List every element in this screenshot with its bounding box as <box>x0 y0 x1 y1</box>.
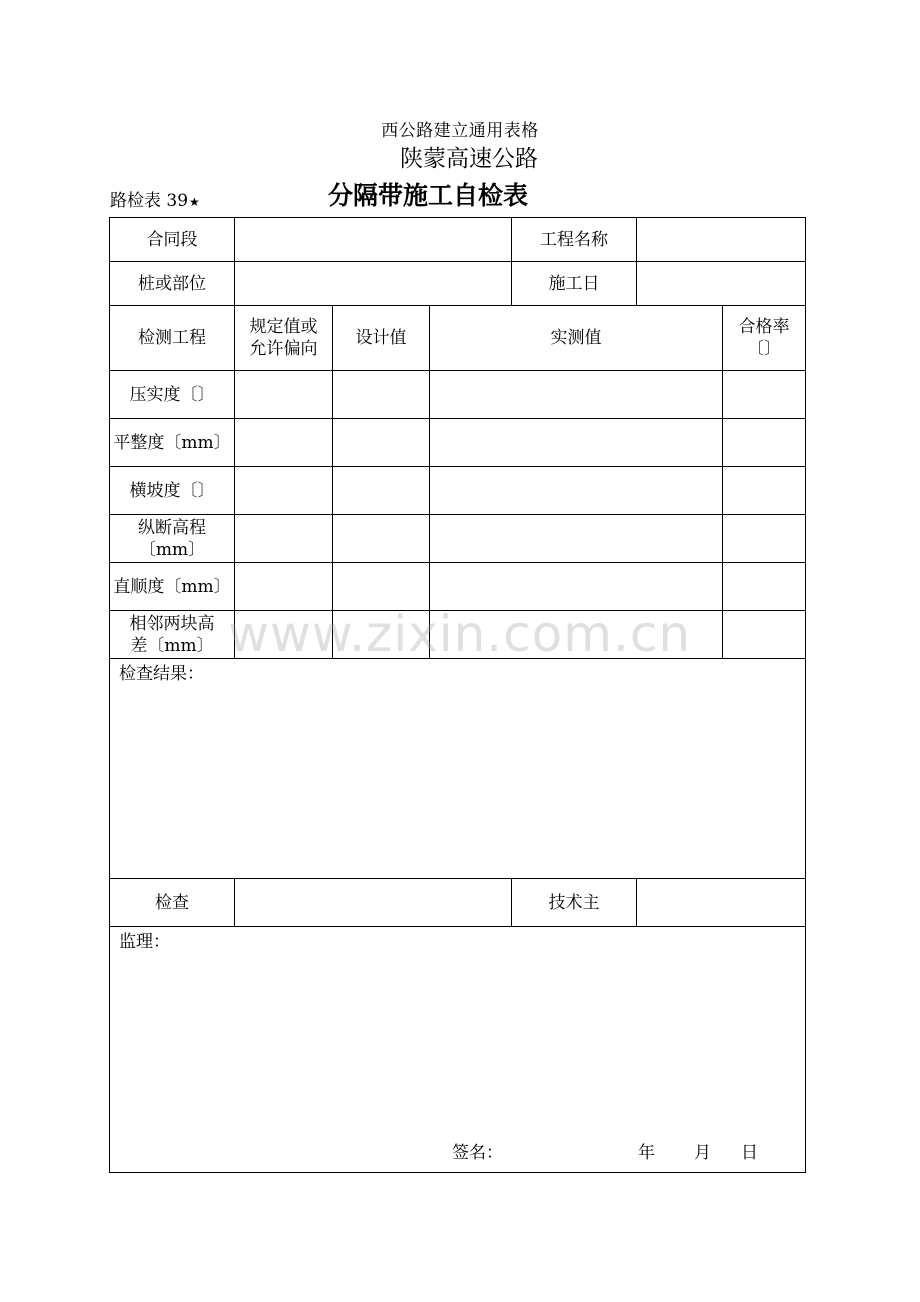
inspection-result-area[interactable] <box>110 659 806 879</box>
pass-rate-cell[interactable] <box>723 611 806 659</box>
form-title: 分隔带施工自检表 <box>328 181 529 210</box>
signature-year: 年 <box>638 1143 655 1163</box>
info-row-contract <box>110 218 806 262</box>
project-name-heading: 陕蒙高速公路 <box>400 146 538 172</box>
form-code <box>110 186 200 211</box>
col-header-pass-rate <box>723 306 806 371</box>
project-name-field[interactable] <box>637 218 806 262</box>
station-field[interactable] <box>235 262 512 306</box>
col-header-spec-line1: 规定值或 <box>249 317 318 337</box>
supervisor-row <box>110 927 806 1173</box>
design-cell[interactable] <box>333 419 430 467</box>
measured-cell[interactable] <box>430 419 723 467</box>
pass-rate-cell[interactable] <box>723 371 806 419</box>
col-header-pass-line1: 合格率 <box>738 317 790 337</box>
spec-cell[interactable] <box>235 611 333 659</box>
col-header-item: 检测工程 <box>110 306 235 371</box>
watermark: www.zixin.com.cn <box>228 605 692 663</box>
item-name: 压实度〔〕 <box>110 371 235 419</box>
item-name-line1: 相邻两块高 <box>129 613 215 634</box>
col-header-spec <box>235 306 333 371</box>
signature-label: 签名： <box>452 1143 503 1163</box>
table-row <box>110 563 806 611</box>
form-code-text: 路检表 39 <box>110 191 189 211</box>
design-cell[interactable] <box>333 563 430 611</box>
spec-cell[interactable] <box>235 467 333 515</box>
signature-line <box>110 1142 805 1164</box>
inspector-label: 检查 <box>110 879 235 927</box>
measured-cell[interactable] <box>430 467 723 515</box>
item-name: 横坡度〔〕 <box>110 467 235 515</box>
pass-rate-cell[interactable] <box>723 419 806 467</box>
col-header-design: 设计值 <box>333 306 430 371</box>
supervisor-area[interactable] <box>110 927 806 1173</box>
spec-cell[interactable] <box>235 515 333 563</box>
signoff-row <box>110 879 806 927</box>
design-cell[interactable] <box>333 515 430 563</box>
pass-rate-cell[interactable] <box>723 467 806 515</box>
spec-cell[interactable] <box>235 419 333 467</box>
contract-field[interactable] <box>235 218 512 262</box>
item-name-line2: 差〔mm〕 <box>130 635 214 656</box>
inspector-field[interactable] <box>235 879 512 927</box>
result-row <box>110 659 806 879</box>
col-header-measured: 实测值 <box>430 306 723 371</box>
pass-rate-cell[interactable] <box>723 515 806 563</box>
item-name: 纵断高程〔mm〕 <box>110 515 235 563</box>
info-row-station <box>110 262 806 306</box>
project-name-label: 工程名称 <box>512 218 637 262</box>
table-row <box>110 467 806 515</box>
measured-cell[interactable] <box>430 611 723 659</box>
measured-cell[interactable] <box>430 563 723 611</box>
item-name <box>110 611 235 659</box>
signature-day: 日 <box>741 1143 758 1163</box>
table-row <box>110 371 806 419</box>
item-name: 直顺度〔mm〕 <box>110 563 235 611</box>
spec-cell[interactable] <box>235 563 333 611</box>
col-header-spec-line2: 允许偏向 <box>249 339 318 359</box>
table-row <box>110 419 806 467</box>
item-name: 平整度〔mm〕 <box>110 419 235 467</box>
inspection-result-label: 检查结果： <box>119 664 204 684</box>
table-row <box>110 611 806 659</box>
column-header-row <box>110 306 806 371</box>
spec-cell[interactable] <box>235 371 333 419</box>
station-label: 桩或部位 <box>110 262 235 306</box>
measured-cell[interactable] <box>430 515 723 563</box>
col-header-pass-line2: 〔〕 <box>747 339 782 359</box>
measured-cell[interactable] <box>430 371 723 419</box>
tech-lead-label: 技术主 <box>512 879 637 927</box>
inspection-table <box>109 217 806 1173</box>
construction-date-field[interactable] <box>637 262 806 306</box>
design-cell[interactable] <box>333 467 430 515</box>
tech-lead-field[interactable] <box>637 879 806 927</box>
construction-date-label: 施工日 <box>512 262 637 306</box>
pass-rate-cell[interactable] <box>723 563 806 611</box>
design-cell[interactable] <box>333 371 430 419</box>
supervisor-label: 监理： <box>119 932 170 952</box>
star-icon: ★ <box>189 195 200 209</box>
table-row <box>110 515 806 563</box>
header-line-1: 西公路建立通用表格 <box>381 121 539 141</box>
signature-month: 月 <box>694 1143 711 1163</box>
contract-label: 合同段 <box>110 218 235 262</box>
design-cell[interactable] <box>333 611 430 659</box>
